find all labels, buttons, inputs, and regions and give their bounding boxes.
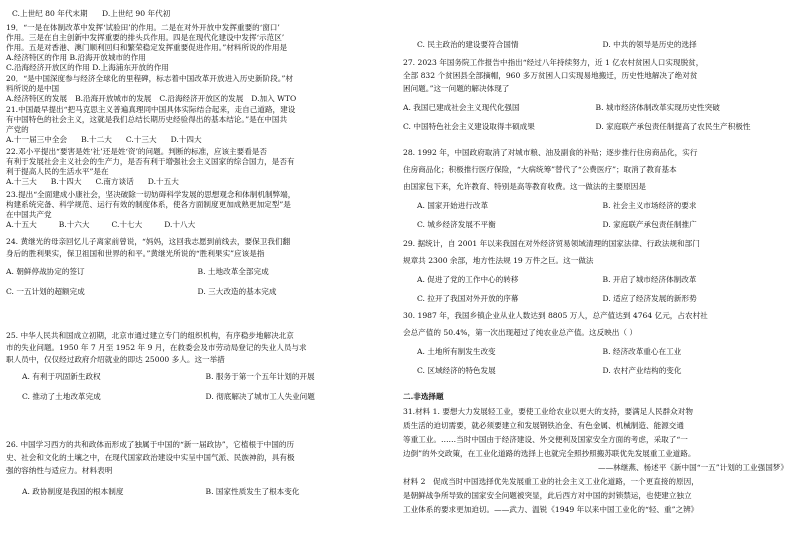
q21-option-b[interactable]: B.十二大 <box>81 135 112 144</box>
question-25 <box>6 330 389 403</box>
q22-line-1: 22.邓小平提出“要害是姓‘社’还是姓‘资’的问题。判断的标准，应该主要看是否 <box>6 147 268 156</box>
q18-option-d[interactable]: D.上世纪 90 年代初 <box>102 9 171 18</box>
q26-option-d[interactable]: D. 中共的领导是历史的选择 <box>602 40 697 49</box>
q20-option-c[interactable]: C.沿海经济开放区的发展 <box>159 94 244 103</box>
q28-line-1: 28. 1992 年，中国政府取消了对城市粮、油及副食的补贴；逐步推行住房商品化，实行 <box>403 148 698 157</box>
q23-option-b[interactable]: B.十六大 <box>58 220 90 229</box>
question-23 <box>6 190 389 230</box>
q23-options <box>6 220 389 230</box>
q25-options-ab <box>6 371 389 383</box>
q26-option-c[interactable]: C. 民主政治的建设要符合国情 <box>417 40 519 49</box>
q23-line-3: 在中国共产党 <box>6 210 52 219</box>
q26-options-ab <box>6 485 389 498</box>
q29-line-1: 29. 据统计，自 2001 年以来我国在对外经济贸易领域清理的国家法律、行政法规和部门 <box>403 239 700 248</box>
question-31 <box>403 405 788 517</box>
q23-option-a[interactable]: A.十五大 <box>6 220 37 229</box>
q21-option-d[interactable]: D.十四大 <box>170 135 202 144</box>
q23-line-1: 23.提出“全面建成小康社会，坚决破除一切妨碍科学发展的思想观念和体制机制弊端， <box>6 190 296 199</box>
q20-option-a[interactable]: A.经济特区的发展 <box>6 94 68 103</box>
q28-option-d[interactable]: D. 家庭联产承包责任制推广 <box>602 220 697 229</box>
q26-options-cd <box>403 40 788 50</box>
q25-line-3: 职人员中，仅仅经过政府介绍就业的即达 25000 多人。这一举措 <box>6 355 225 364</box>
q31-line-6: 材料 2 促成当时中国选择优先发展重工业的社会主义工业化道路，一个更直接的原因， <box>403 477 699 486</box>
q19-options-cd[interactable]: C.沿海经济开放区的作用 D.上海浦东开放的作用 <box>6 63 169 72</box>
q31-line-1: 31.材料 1. 要想大力发展轻工业，要使工业给农业以更大的支持，要满足人民群众对物 <box>403 407 693 416</box>
q30-line-2: 会总产值的 50.4%，第一次出现超过了纯农业总产值。这反映出（ ） <box>403 328 637 337</box>
q29-options-ab <box>403 271 788 288</box>
q22-option-a[interactable]: A.十三大 <box>6 177 37 186</box>
q28-line-3: 由国家包下来，允许教育、特别是高等教育收费。这一做法的主要原因是 <box>403 182 646 191</box>
question-19 <box>6 23 389 73</box>
q23-option-d[interactable]: D.十八大 <box>164 220 196 229</box>
q21-line-3: 产党的 <box>6 125 29 134</box>
q20-option-d[interactable]: D.加入 WTO <box>251 94 297 103</box>
q29-line-2: 规章共 2300 余部，地方性法规 19 万件之巨。这一做法 <box>403 256 594 265</box>
q26-option-a[interactable]: A. 政协制度是我国的根本制度 <box>22 487 124 496</box>
q21-options <box>6 135 389 145</box>
q24-line-2: 身后的胜利果实，保卫祖国和世界的和平。”黄继光所说的“胜利果实”应该是指 <box>6 249 265 258</box>
q20-line-1: 20．“是中国深度参与经济全球化的里程碑，标志着中国改革开放进入历史新阶段。”材 <box>6 74 293 83</box>
q28-options-ab <box>403 197 788 214</box>
q23-line-2: 构建系统完备、科学规范、运行有效的制度体系，使各方面制度更加成熟更加定型”是 <box>6 200 291 209</box>
q19-line-2: 作用。三是在自主创新中发挥重要的排头兵作用。四是在现代化建设中发挥‘示范区’ <box>6 33 285 42</box>
q29-option-c[interactable]: C. 拉开了我国对外开放的序幕 <box>417 294 519 303</box>
q25-line-2: 市的失业问题。1950 年 7 月至 1952 年 9 月，在救委会及市劳动局登记的失业人员与求 <box>6 343 307 352</box>
question-27 <box>403 56 788 133</box>
q30-options-ab <box>403 343 788 360</box>
question-20 <box>6 74 389 104</box>
question-26 <box>6 438 389 498</box>
q27-options-ab <box>403 101 788 114</box>
q25-option-a[interactable]: A. 有利于巩固新生政权 <box>22 372 101 381</box>
q22-option-b[interactable]: B.十四大 <box>50 177 82 186</box>
q26-line-1: 26. 中国学习西方的共和政体而形成了独属于中国的“新一届政协”，它植根于中国的历 <box>6 440 295 449</box>
q25-option-d[interactable]: D. 彻底解决了城市工人失业问题 <box>205 392 315 401</box>
q30-options-cd <box>403 362 788 379</box>
q22-line-2: 有利于发展社会主义社会的生产力，是否有利于增强社会主义国家的综合国力，是否有 <box>6 157 295 166</box>
q19-line-1: 19．“一是在体制改革中发挥‘试验田’的作用。二是在对外开放中发挥重要的‘窗口’ <box>6 23 280 32</box>
q18-options-tail <box>6 9 389 19</box>
q19-options-ab[interactable]: A.经济特区的作用 B.沿海开放城市的作用 <box>6 53 146 62</box>
q20-line-2: 料所说的是中国 <box>6 84 60 93</box>
q30-option-a[interactable]: A. 土地所有制发生改变 <box>417 347 496 356</box>
q30-option-b[interactable]: B. 经济改革重心在工业 <box>602 347 682 356</box>
q30-line-1: 30. 1987 年，我国乡镇企业从业人数达到 8805 万人，总产值达到 4764 亿元，占农村社 <box>403 311 708 320</box>
q31-line-3: 等重工业。……当时中国由于经济建设、外交便利及国家安全方面的考虑，采取了“一 <box>403 435 688 444</box>
q22-option-d[interactable]: D.十五大 <box>147 177 179 186</box>
question-21 <box>6 105 389 145</box>
q27-option-b[interactable]: B. 城市经济体制改革实现历史性突破 <box>595 103 720 112</box>
q31-line-2: 质生活的迫切需要，就必须要建立和发展钢铁冶金、有色金属、机械制造、能源交通 <box>403 421 684 430</box>
q23-option-c[interactable]: C.十七大 <box>111 220 143 229</box>
q27-line-2: 全部 832 个贫困县全部摘帽，960 多万贫困人口实现易地搬迁，历史性地解决了绝对贫 <box>403 71 698 80</box>
section-heading-non-choice: 二.非选择题 <box>403 392 444 401</box>
q21-option-c[interactable]: C.十三大 <box>125 135 157 144</box>
q26-line-3: 强的容纳性与适应力。材料表明 <box>6 466 113 475</box>
q28-option-c[interactable]: C. 城乡经济发展不平衡 <box>417 220 496 229</box>
q24-option-d[interactable]: D. 三大改造的基本完成 <box>197 287 277 296</box>
q21-line-1: 21.中国最早提出“把马克思主义普遍真理同中国具体实际结合起来，走自己道路，建设 <box>6 105 296 114</box>
q24-options-ab <box>6 266 389 278</box>
q20-option-b[interactable]: B.沿海开放城市的发展 <box>75 94 152 103</box>
q28-option-b[interactable]: B. 社会主义市场经济的要求 <box>602 201 697 210</box>
q30-option-c[interactable]: C. 区域经济的特色发展 <box>417 366 496 375</box>
q31-line-4: 边倒”的外交政策，在工业化道路的选择上也就完全照抄照搬苏联优先发展重工业道路。 <box>403 449 696 458</box>
q28-options-cd <box>403 216 788 233</box>
question-22 <box>6 147 389 187</box>
q27-line-1: 27. 2023 年国务院工作报告中指出“经过八年持续努力，近 1 亿农村贫困人口实现脱贫， <box>403 58 704 67</box>
question-28 <box>403 144 788 233</box>
q29-options-cd <box>403 290 788 307</box>
q18-option-c[interactable]: C.上世纪 80 年代末期 <box>12 9 88 18</box>
question-24 <box>6 236 389 298</box>
q21-option-a[interactable]: A.十一届三中全会 <box>6 135 68 144</box>
q26-option-b[interactable]: B. 国家性质发生了根本变化 <box>205 487 300 496</box>
q31-source-1: ——林继燕、杨述平《新中国“一五”计划的工业强国梦》 <box>597 463 788 472</box>
q24-option-c[interactable]: C. 一五计划的超额完成 <box>6 287 85 296</box>
q27-option-d[interactable]: D. 家庭联产承包责任制提高了农民生产积极性 <box>595 122 751 131</box>
q25-line-1: 25. 中华人民共和国成立初期，北京市通过建立专门的组织机构，有序稳步地解决北京 <box>6 331 294 340</box>
q24-option-a[interactable]: A. 朝鲜停战协定的签订 <box>6 267 85 276</box>
q28-option-a[interactable]: A. 国家开始进行改革 <box>417 201 489 210</box>
q29-option-a[interactable]: A. 促进了党的工作中心的转移 <box>417 275 519 284</box>
q31-line-8: 工业体系的要求更加迫切。——武力、温锐《1949 年以来中国工业化的“轻、重”之辨》 <box>403 505 699 514</box>
q27-options-cd <box>403 120 788 133</box>
q25-options-cd <box>6 391 389 403</box>
q24-options-cd <box>6 286 389 298</box>
question-29 <box>403 235 788 307</box>
q24-line-1: 24. 黄继光的母亲回忆儿子离家前曾说，“妈妈，这回我志愿到前线去，要保卫我们翻 <box>6 237 291 246</box>
q19-line-3: 作用。五是对香港、澳门顺利回归和繁荣稳定发挥重要促进作用。”材料所说的作用是 <box>6 43 288 52</box>
q27-line-3: 困问题。”这一问题的解决体现了 <box>403 84 510 93</box>
question-30 <box>403 307 788 379</box>
q25-option-b[interactable]: B. 服务于第一个五年计划的开展 <box>205 372 315 381</box>
q22-option-c[interactable]: C.南方谈话 <box>95 177 134 186</box>
q22-line-3: 利于提高人民的生活水平”是在 <box>6 167 109 176</box>
q20-options <box>6 94 389 104</box>
q29-option-d[interactable]: D. 适应了经济发展的新形势 <box>602 294 697 303</box>
q25-option-c[interactable]: C. 推动了土地改革完成 <box>22 392 101 401</box>
q22-options <box>6 177 389 187</box>
q27-option-a[interactable]: A. 我国已建成社会主义现代化强国 <box>403 103 520 112</box>
q26-line-2: 史、社会和文化的土壤之中，在现代国家政治建设中实呈中国气派、民族神韵，具有极 <box>6 453 295 462</box>
q29-option-b[interactable]: B. 开启了城市经济体制改革 <box>602 275 697 284</box>
q30-option-d[interactable]: D. 农村产业结构的变化 <box>602 366 682 375</box>
q28-line-2: 住房商品化；积极推行医疗保险，“大病统筹”替代了“公费医疗”；取消了教育基本 <box>403 165 677 174</box>
q31-line-7: 是朝鲜战争所导致的国家安全问题被突显，此后西方对中国的封锁禁运，也使建立独立 <box>403 491 692 500</box>
q21-line-2: 有中国特色的社会主义，这就是我们总结长期历史经验得出的基本结论。”是在中国共 <box>6 115 288 124</box>
q24-option-b[interactable]: B. 土地改革全部完成 <box>197 267 269 276</box>
q27-option-c[interactable]: C. 中国特色社会主义建设取得丰硕成果 <box>403 122 535 131</box>
